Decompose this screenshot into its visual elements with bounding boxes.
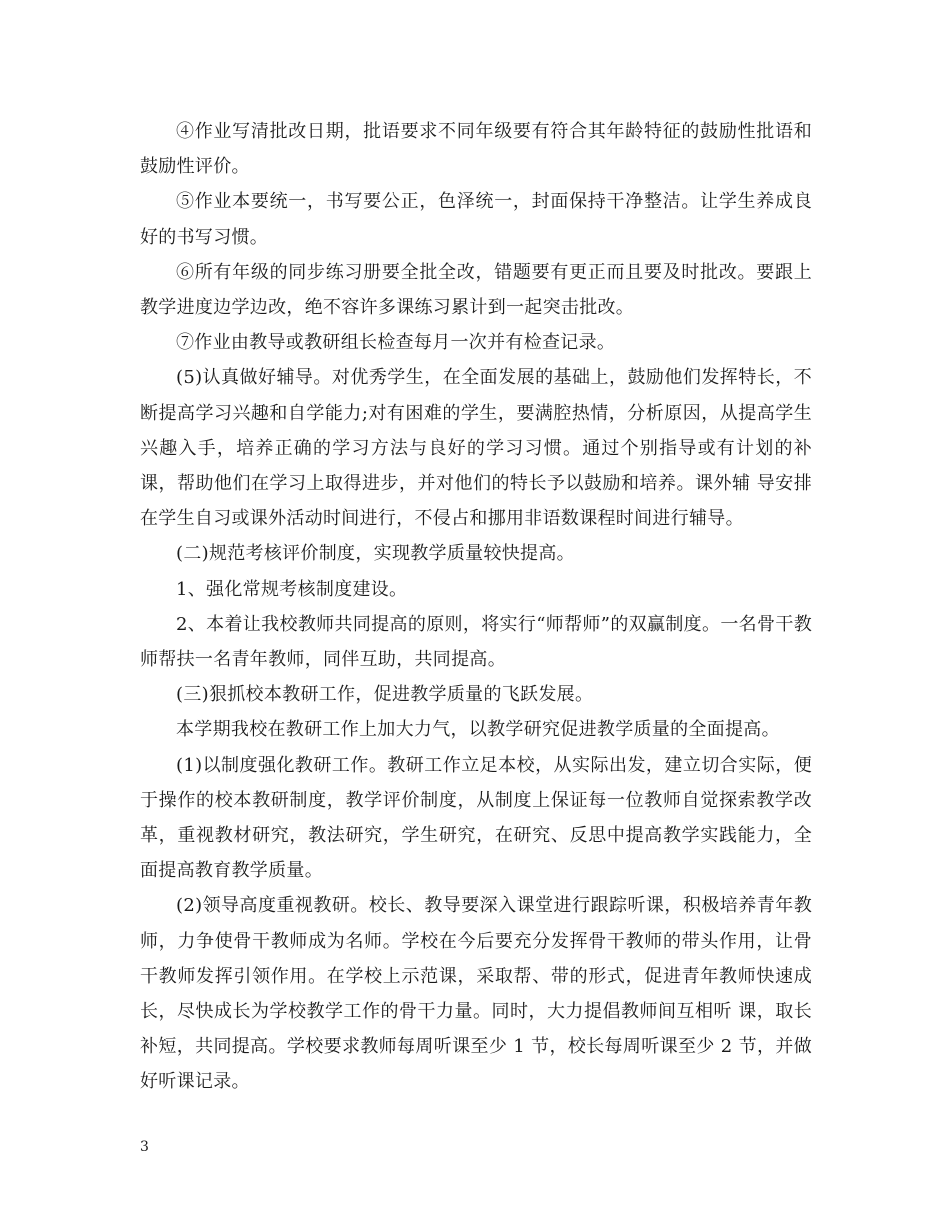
section-heading-research: (三)狠抓校本教研工作，促进教学质量的飞跃发展。	[176, 684, 594, 706]
page-number: 3	[140, 1139, 149, 1155]
paragraph-tutoring: (5)认真做好辅导。对优秀学生，在全面发展的基础上，鼓励他们发挥特长，不断提高学习兴趣和自学能力;对有困难的学生，要满腔热情，分析原因，从提高学生兴趣入手，培养正确的学习方法与良好的学习习惯。通过个别指导或有计划的补课，帮助他们在学习上取得进步，并对他们的特长予以鼓励和培养。课外辅 导安排在学生自习或课外活动时间进行，不侵占和挪用非语数课程时间进行辅导。	[140, 367, 812, 530]
paragraph-research-system: (1)以制度强化教研工作。教研工作立足本校，从实际出发，建立切合实际，便于操作的校本教研制度，教学评价制度，从制度上保证每一位教师自觉探索教学改革，重视教材研究，教法研究，学生研究，在研究、反思中提高教学实践能力，全面提高教育教学质量。	[140, 754, 812, 882]
section-heading-evaluation: (二)规范考核评价制度，实现教学质量较快提高。	[176, 543, 575, 565]
paragraph-homework-date: ④作业写清批改日期，批语要求不同年级要有符合其年龄特征的鼓励性批语和鼓励性评价。	[140, 121, 812, 178]
paragraph-assessment-system: 1、强化常规考核制度建设。	[176, 578, 408, 600]
paragraph-practice-book: ⑥所有年级的同步练习册要全批全改，错题要有更正而且要及时批改。要跟上教学进度边学边改，绝不容许多课练习累计到一起突击批改。	[140, 261, 812, 319]
paragraph-research-intro: 本学期我校在教研工作上加大力气，以教学研究促进教学质量的全面提高。	[176, 719, 780, 741]
document-body	[140, 114, 812, 1100]
paragraph-mentoring: 2、本着让我校教师共同提高的原则，将实行“师帮师”的双赢制度。一名骨干教师帮扶一名青年教师，同伴互助，共同提高。	[140, 613, 812, 671]
paragraph-homework-check: ⑦作业由教导或教研组长检查每月一次并有检查记录。	[176, 332, 616, 354]
paragraph-leadership-research: (2)领导高度重视教研。校长、教导要深入课堂进行跟踪听课，积极培养青年教师，力争使骨干教师成为名师。学校在今后要充分发挥骨干教师的带头作用，让骨干教师发挥引领作用。在学校上示范课，采取帮、带的形式，促进青年教师快速成长，尽快成长为学校教学工作的骨干力量。同时，大力提倡教师间互相听 课，取长补短，共同提高。学校要求教师每周听课至少 1 节，校长每周听课至少 2 节，并做好听课记录。	[140, 895, 812, 1093]
paragraph-homework-book: ⑤作业本要统一，书写要公正，色泽统一，封面保持干净整洁。让学生养成良好的书写习惯。	[140, 191, 812, 248]
